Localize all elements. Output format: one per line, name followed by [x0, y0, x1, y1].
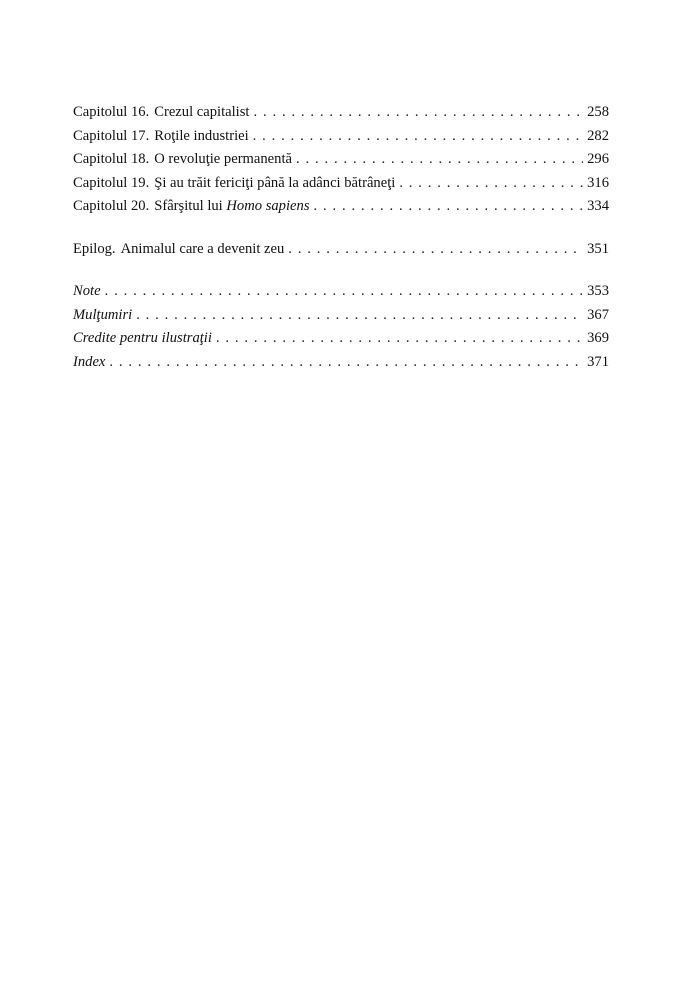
- page-number: 353: [587, 283, 609, 299]
- toc-entry-label: [73, 195, 310, 219]
- chapter-title: Crezul capitalist: [154, 104, 250, 120]
- toc-entry-label: Note: [73, 283, 101, 299]
- page-number: 282: [587, 127, 609, 144]
- dot-leader: [253, 125, 583, 149]
- toc-entry-credite[interactable]: [73, 327, 609, 351]
- table-of-contents: [73, 101, 609, 374]
- toc-entry-chapter-19[interactable]: [73, 172, 609, 196]
- toc-entry-label: [73, 148, 292, 172]
- chapter-title-italic: Homo sapiens: [226, 198, 310, 214]
- dot-leader: [399, 172, 583, 196]
- dot-leader: [109, 351, 583, 375]
- dot-leader: [253, 101, 583, 125]
- chapter-title: O revoluţie permanentă: [154, 151, 292, 167]
- epilogue-prefix: Epilog.: [73, 240, 116, 257]
- chapter-title: Sfârşitul lui: [154, 198, 223, 214]
- toc-entry-index[interactable]: [73, 351, 609, 375]
- toc-entry-epilogue[interactable]: [73, 238, 609, 262]
- page-number: 258: [587, 104, 609, 120]
- toc-entry-label: Mulţumiri: [73, 306, 133, 323]
- toc-entry-chapter-17[interactable]: [73, 125, 609, 149]
- toc-entry-chapter-18[interactable]: [73, 148, 609, 172]
- page-number: 316: [587, 174, 609, 191]
- dot-leader: [314, 195, 584, 219]
- chapter-title: Roţile industriei: [154, 127, 249, 144]
- dot-leader: [105, 280, 583, 304]
- epilogue-title: Animalul care a devenit zeu: [120, 240, 285, 257]
- toc-entry-label: [73, 125, 249, 149]
- page-number: 351: [587, 240, 609, 257]
- toc-entry-label: Credite pentru ilustraţii: [73, 330, 212, 346]
- dot-leader: [288, 238, 583, 262]
- page-number: 369: [587, 330, 609, 346]
- chapters-group: [73, 101, 609, 219]
- chapter-title: Şi au trăit fericiţi până la adânci bătrâneţi: [154, 174, 396, 191]
- toc-entry-note[interactable]: [73, 280, 609, 304]
- toc-entry-label: Index: [73, 353, 106, 370]
- page-number: 296: [587, 151, 609, 167]
- chapter-number: Capitolul 17.: [73, 127, 150, 144]
- page-number: 334: [587, 198, 609, 214]
- chapter-number: Capitolul 16.: [73, 104, 150, 120]
- back-matter-group: [73, 280, 609, 374]
- dot-leader: [136, 304, 583, 328]
- dot-leader: [216, 327, 583, 351]
- page-number: 367: [587, 306, 609, 323]
- chapter-number: Capitolul 18.: [73, 151, 150, 167]
- toc-entry-chapter-16[interactable]: [73, 101, 609, 125]
- toc-entry-multumiri[interactable]: [73, 304, 609, 328]
- dot-leader: [296, 148, 583, 172]
- chapter-number: Capitolul 19.: [73, 174, 150, 191]
- page-number: 371: [587, 353, 609, 370]
- toc-entry-chapter-20[interactable]: [73, 195, 609, 219]
- toc-entry-label: [73, 238, 284, 262]
- epilogue-group: [73, 238, 609, 262]
- toc-entry-label: [73, 101, 249, 125]
- toc-entry-label: [73, 172, 395, 196]
- chapter-number: Capitolul 20.: [73, 198, 150, 214]
